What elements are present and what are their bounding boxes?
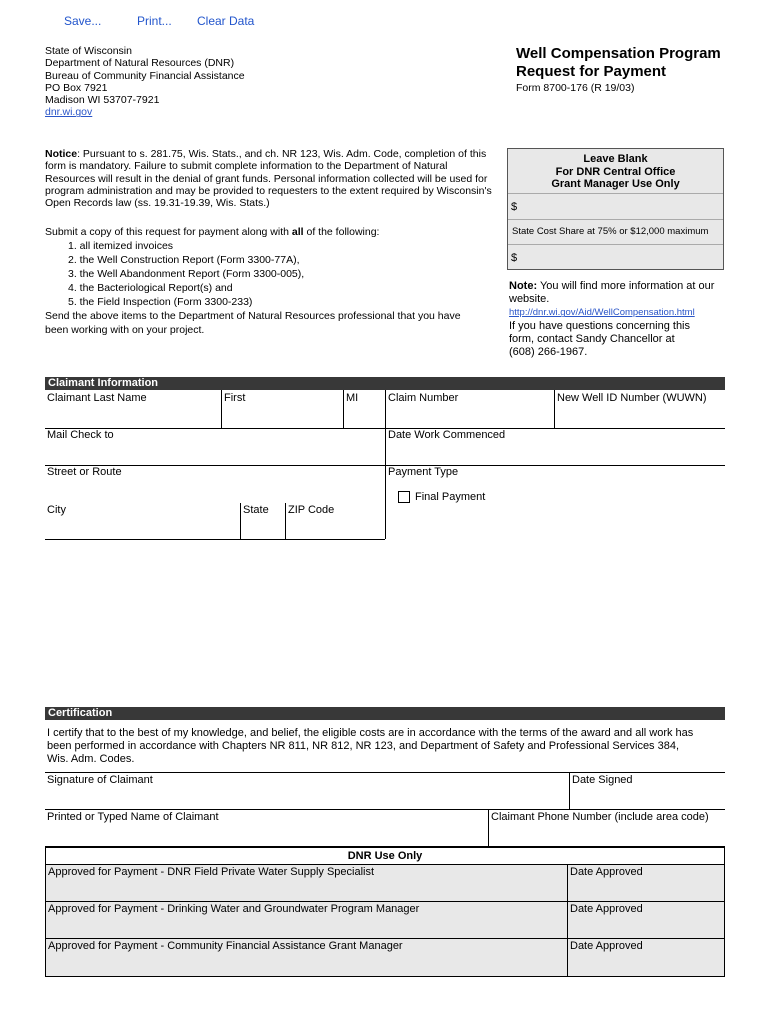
phone-number-field[interactable]: Claimant Phone Number (include area code) <box>491 811 709 823</box>
approval-label[interactable]: Approved for Payment - Drinking Water and Groundwater Program Manager <box>48 903 420 915</box>
note-text: If you have questions concerning this <box>509 319 691 332</box>
zip-code-field[interactable]: ZIP Code <box>288 504 335 516</box>
dollar-field-1[interactable]: $ <box>511 201 518 213</box>
note-text: website. <box>509 293 550 306</box>
print-button[interactable]: Print... <box>137 14 172 28</box>
list-item: 4. the Bacteriological Report(s) and <box>68 282 233 294</box>
table-row <box>46 865 724 902</box>
note-label: Note: <box>509 280 538 292</box>
claim-number-field[interactable]: Claim Number <box>388 392 459 404</box>
form-title: Well Compensation Program <box>516 45 721 62</box>
notice-text: : Pursuant to s. 281.75, Wis. Stats., and ch. NR 123, Wis. Adm. Code, completion of this <box>77 148 487 160</box>
list-item: 5. the Field Inspection (Form 3300-233) <box>68 296 253 308</box>
first-name-field[interactable]: First <box>224 392 246 404</box>
form-subtitle: Request for Payment <box>516 63 667 80</box>
table-row <box>46 902 724 939</box>
certification-text <box>47 727 727 766</box>
table-row <box>46 939 724 976</box>
note-text: You will find more information at our <box>537 280 715 292</box>
final-payment-label: Final Payment <box>415 491 486 503</box>
date-work-commenced-field[interactable]: Date Work Commenced <box>388 429 506 441</box>
dnr-website-link[interactable]: dnr.wi.gov <box>45 106 93 119</box>
address-line: Madison WI 53707-7921 <box>45 94 160 107</box>
address-line: Bureau of Community Financial Assistance <box>45 69 245 82</box>
note-text: form, contact Sandy Chancellor at <box>509 332 675 345</box>
claimant-last-name-field[interactable]: Claimant Last Name <box>47 392 147 404</box>
notice-label: Notice <box>45 148 78 160</box>
form-heading <box>516 45 721 94</box>
date-approved-field[interactable]: Date Approved <box>570 903 643 915</box>
office-box-heading: Leave Blank <box>583 153 648 165</box>
signature-field[interactable]: Signature of Claimant <box>47 774 153 786</box>
approval-label[interactable]: Approved for Payment - Community Financial Assistance Grant Manager <box>48 940 403 952</box>
send-instructions: been working with on your project. <box>45 324 205 336</box>
cost-share-label: State Cost Share at 75% or $12,000 maximum <box>512 226 709 237</box>
send-instructions: Send the above items to the Department of Natural Resources professional that you have <box>45 310 461 322</box>
certification-header: Certification <box>45 707 725 720</box>
date-approved-field[interactable]: Date Approved <box>570 940 643 952</box>
final-payment-checkbox[interactable] <box>398 491 410 503</box>
state-field[interactable]: State <box>243 504 269 516</box>
save-button[interactable]: Save... <box>64 14 102 28</box>
dnr-use-header: DNR Use Only <box>46 848 724 865</box>
street-field[interactable]: Street or Route <box>47 466 122 478</box>
notice-text: Resources will result in the denial of grant funds. Personal information collected will be used for <box>45 172 488 185</box>
office-box-heading: For DNR Central Office <box>555 165 676 178</box>
approval-label[interactable]: Approved for Payment - DNR Field Private Water Supply Specialist <box>48 866 375 878</box>
notice-text: form is mandatory. Failure to submit complete information to the Department of Natural <box>45 160 448 173</box>
address-line: Department of Natural Resources (DNR) <box>45 57 235 70</box>
address-line: PO Box 7921 <box>45 81 108 94</box>
agency-address <box>45 45 245 119</box>
dollar-field-2[interactable]: $ <box>511 252 518 264</box>
note-block <box>509 280 729 359</box>
well-compensation-link[interactable]: http://dnr.wi.gov/Aid/WellCompensation.html <box>509 307 695 319</box>
printed-name-field[interactable]: Printed or Typed Name of Claimant <box>47 811 219 823</box>
certification-line: I certify that to the best of my knowledge, and belief, the eligible costs are in accordance with the terms of the award and all work has <box>47 727 694 739</box>
date-approved-field[interactable]: Date Approved <box>570 866 643 878</box>
list-item: 3. the Well Abandonment Report (Form 3300-005), <box>68 268 305 280</box>
clear-data-button[interactable]: Clear Data <box>197 14 255 28</box>
form-number: Form 8700-176 (R 19/03) <box>516 82 635 94</box>
office-box-heading: Grant Manager Use Only <box>551 178 680 190</box>
list-item: 2. the Well Construction Report (Form 3300-77A), <box>68 254 300 266</box>
address-line: State of Wisconsin <box>45 45 132 57</box>
notice-text: Open Records law (ss. 19.31-19.39, Wis. Stats.) <box>45 197 270 210</box>
city-field[interactable]: City <box>47 504 66 516</box>
notice-text: program administration and may be provided to requesters to the extent required by Wisconsin's <box>45 184 492 197</box>
middle-initial-field[interactable]: MI <box>346 392 359 404</box>
submit-intro-bold: all <box>291 226 304 238</box>
well-id-field[interactable]: New Well ID Number (WUWN) <box>557 392 707 404</box>
list-item: 1. all itemized invoices <box>68 240 174 252</box>
submit-instructions <box>45 225 505 337</box>
submit-intro-end: of the following: <box>303 226 380 238</box>
mail-check-field[interactable]: Mail Check to <box>47 429 114 441</box>
notice-block <box>45 148 495 209</box>
claimant-info-header: Claimant Information <box>45 377 725 390</box>
certification-line: been performed in accordance with Chapters NR 811, NR 812, NR 123, and Department of Safety and Professional Services 384, <box>47 740 680 752</box>
payment-type-label: Payment Type <box>388 466 459 478</box>
date-signed-field[interactable]: Date Signed <box>572 774 633 786</box>
dnr-use-table <box>45 847 725 977</box>
certification-line: Wis. Adm. Codes. <box>47 753 135 765</box>
office-use-box <box>507 148 724 270</box>
note-text: (608) 266-1967. <box>509 346 588 359</box>
submit-intro: Submit a copy of this request for payment along with <box>45 226 292 238</box>
